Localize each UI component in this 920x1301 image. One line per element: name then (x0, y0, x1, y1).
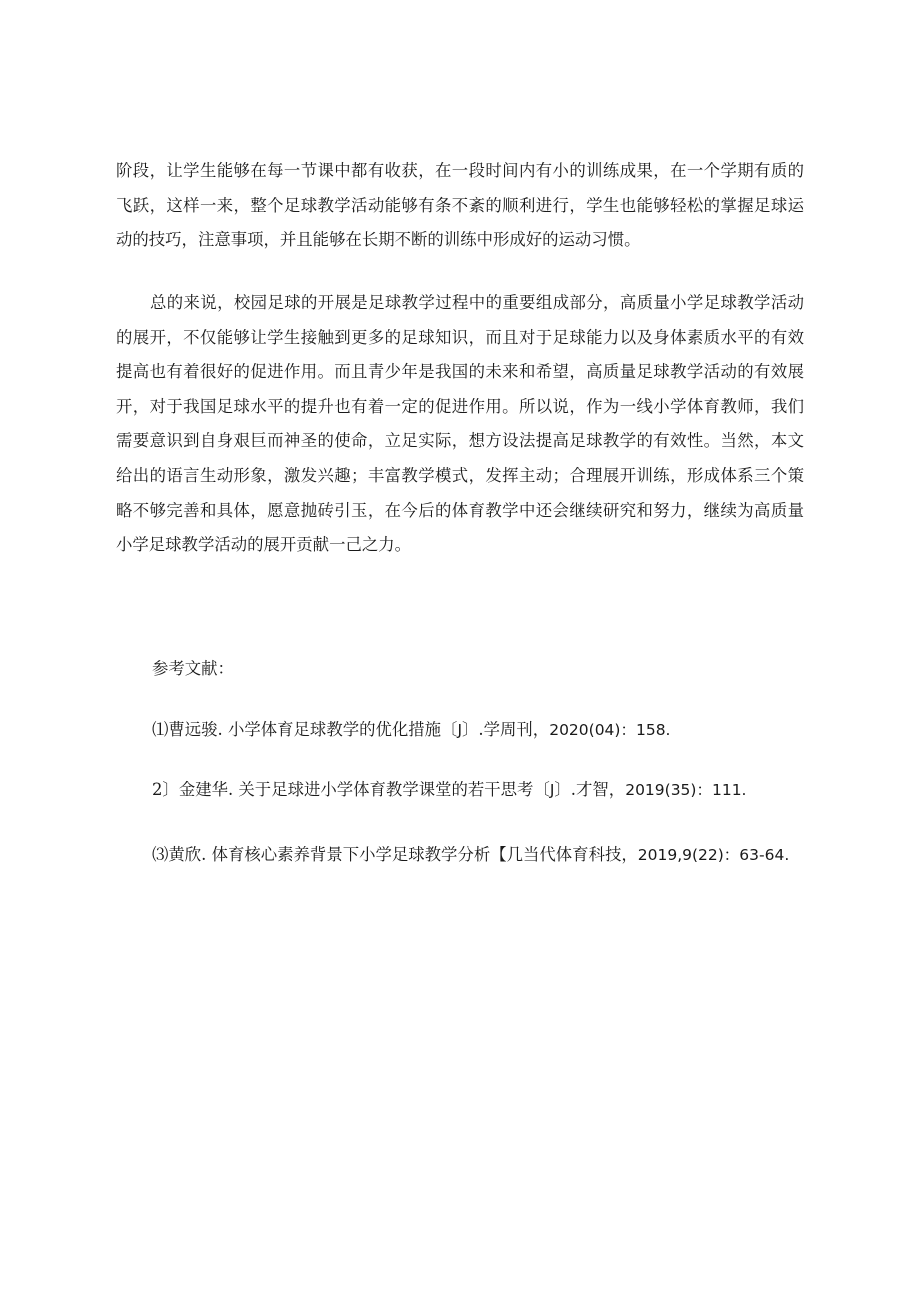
reference-text: ⑴曹远骏. 小学体育足球教学的优化措施〔 (152, 720, 458, 739)
body-paragraph: 总的来说，校园足球的开展是足球教学过程中的重要组成部分，高质量小学足球教学活动的展开，不仅能够让学生接触到更多的足球知识，而且对于足球能力以及身体素质水平的有效提高也有着很好的促进作用。而且青少年是我国的未来和希望，高质量足球教学活动的有效展开，对于我国足球水平的提升也有着一定的促进作用。所以说，作为一线小学体育教师，我们需要意识到自身艰巨而神圣的使命，立足实际，想方设法提高足球教学的有效性。当然，本文给出的语言生动形象，激发兴趣；丰富教学模式，发挥主动；合理展开训练，形成体系三个策略不够完善和具体，愿意抛砖引玉，在今后的体育教学中还会继续研究和努力，继续为高质量小学足球教学活动的展开贡献一己之力。 (116, 293, 804, 555)
reference-item (152, 718, 670, 742)
reference-source: 〕.才智， (554, 780, 626, 799)
reference-text: ⑶黄欣. 体育核心素养背景下小学足球教学分析【几当代体育科技， (152, 845, 638, 864)
body-paragraph: 阶段，让学生能够在每一节课中都有收获，在一段时间内有小的训练成果，在一个学期有质的飞跃，这样一来，整个足球教学活动能够有条不紊的顺利进行，学生也能够轻松的掌握足球运动的技巧，注意事项，并且能够在长期不断的训练中形成好的运动习惯。 (116, 161, 804, 250)
reference-publication: 2019(35)：111. (625, 781, 747, 799)
reference-item (152, 843, 789, 867)
reference-item (152, 778, 746, 802)
reference-publication: 2020(04)：158. (549, 721, 671, 739)
reference-text: 2〕金建华. 关于足球进小学体育教学课堂的若干思考〔 (152, 780, 550, 799)
reference-type: J (549, 781, 555, 799)
reference-publication: 2019,9(22)：63-64. (637, 846, 790, 864)
reference-source: 〕.学周刊， (462, 720, 550, 739)
reference-type: J (457, 721, 463, 739)
references-heading: 参考文献： (152, 659, 234, 678)
